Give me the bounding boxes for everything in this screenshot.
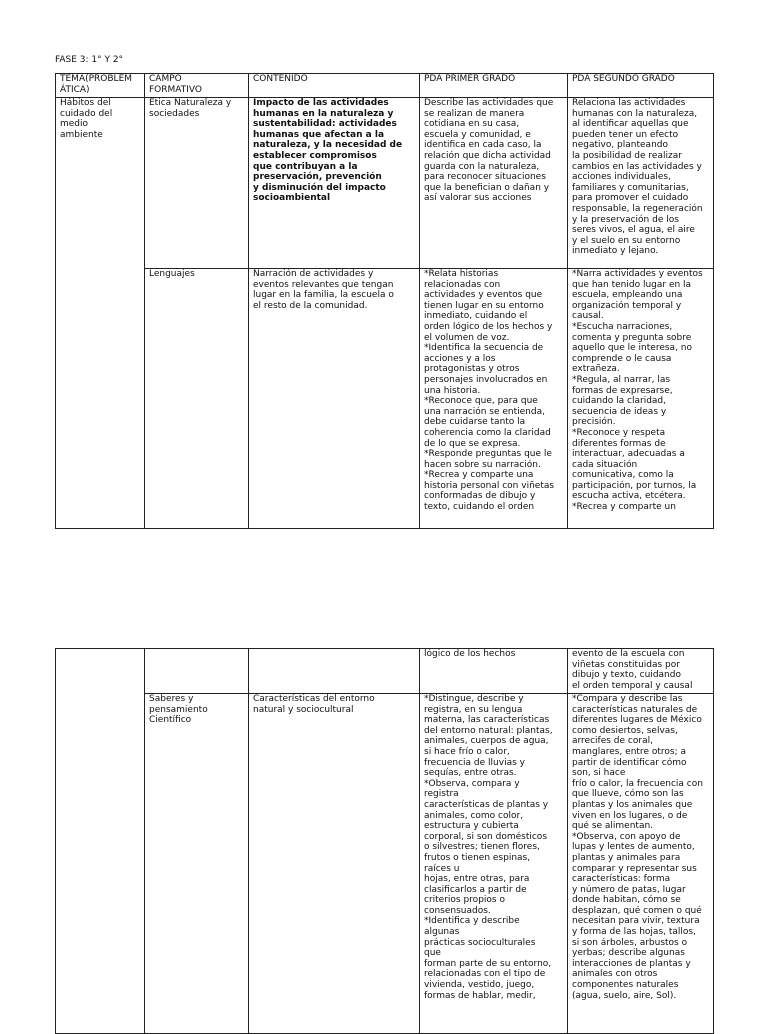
column-header-pda-segundo: PDA SEGUNDO GRADO (568, 74, 714, 98)
column-header-campo: CAMPO FORMATIVO (145, 74, 249, 98)
pda-segundo-cell: Relaciona las actividades humanas con la naturaleza, al identificar aquellas que pueden tener un efecto negativo, planteando la posibilidad de realizar cambios en las actividades y acciones individuales, familiares y comunitarias, para promover el cuidado responsable, la regeneración y la preservación de los seres vivos, el agua, el aire y el suelo en su entorno inmediato y lejano. (568, 98, 714, 269)
table-header-row (56, 74, 714, 98)
campo-cell (145, 649, 249, 694)
column-header-pda-primer: PDA PRIMER GRADO (420, 74, 568, 98)
table-row (56, 269, 714, 529)
table-row (56, 649, 714, 694)
campo-cell: Saberes y pensamiento Científico (145, 694, 249, 1034)
column-header-contenido: CONTENIDO (249, 74, 420, 98)
table-row (56, 98, 714, 269)
pda-primer-cell: lógico de los hechos (420, 649, 568, 694)
pda-primer-cell: *Distingue, describe y registra, en su lengua materna, las características del entorno natural: plantas, animales, cuerpos de agua, si hace frío o calor, frecuencia de lluvias y sequías, entre otras. *Observa, compara y registra características de plantas y animales, como color, estructura y cubierta corporal, si son domésticos o silvestres; tienen flores, frutos o tienen espinas, raíces u hojas, entre otras, para clasificarlos a partir de criterios propios o consensuados. *Identifica y describe algunas prácticas socioculturales que forman parte de su entorno, relacionadas con el tipo de vivienda, vestido, juego, formas de hablar, medir, (420, 694, 568, 1034)
campo-cell: Ética Naturaleza y sociedades (145, 98, 249, 269)
curriculum-table-page-2 (55, 648, 714, 1034)
campo-cell: Lenguajes (145, 269, 249, 529)
pda-segundo-cell: *Compara y describe las características naturales de diferentes lugares de México como desiertos, selvas, arrecifes de coral, manglares, entre otros; a partir de identificar cómo son, si hace frío o calor, la frecuencia con que llueve, cómo son las plantas y los animales que viven en los lugares, o de qué se alimentan. *Observa, con apoyo de lupas y lentes de aumento, plantas y animales para comparar y representar sus características: forma y número de patas, lugar donde habitan, cómo se desplazan, qué comen o qué necesitan para vivir, textura y forma de las hojas, tallos, si son árboles, arbustos o yerbas; describe algunas interacciones de plantas y animales con otros componentes naturales (agua, suelo, aire, Sol). (568, 694, 714, 1034)
contenido-cell (249, 649, 420, 694)
pda-primer-cell: *Relata historias relacionadas con actividades y eventos que tienen lugar en su entorno inmediato, cuidando el orden lógico de los hechos y el volumen de voz. *Identifica la secuencia de acciones y a los protagonistas y otros personajes involucrados en una historia. *Reconoce que, para que una narración se entienda, debe cuidarse tanto la coherencia como la claridad de lo que se expresa. *Responde preguntas que le hacen sobre su narración. *Recrea y comparte una historia personal con viñetas conformadas de dibujo y texto, cuidando el orden (420, 269, 568, 529)
column-header-tema: TEMA(PROBLEM ÁTICA) (56, 74, 145, 98)
pda-primer-cell: Describe las actividades que se realizan de manera cotidiana en su casa, escuela y comunidad, e identifica en cada caso, la relación que dicha actividad guarda con la naturaleza, para reconocer situaciones que la benefician o dañan y así valorar sus acciones (420, 98, 568, 269)
table-row (56, 694, 714, 1034)
contenido-cell: Narración de actividades y eventos relevantes que tengan lugar en la familia, la escuela o el resto de la comunidad. (249, 269, 420, 529)
page-title: FASE 3: 1° Y 2° (55, 55, 124, 65)
pda-segundo-cell: *Narra actividades y eventos que han tenido lugar en la escuela, empleando una organización temporal y causal. *Escucha narraciones, comenta y pregunta sobre aquello que le interesa, no comprende o le causa extrañeza. *Regula, al narrar, las formas de expresarse, cuidando la claridad, secuencia de ideas y precisión. *Reconoce y respeta diferentes formas de interactuar, adecuadas a cada situación comunicativa, como la participación, por turnos, la escucha activa, etcétera. *Recrea y comparte un (568, 269, 714, 529)
contenido-cell: Impacto de las actividades humanas en la naturaleza y sustentabilidad: actividades humanas que afectan a la naturaleza, y la necesidad de establecer compromisos que contribuyan a la preservación, prevención y disminución del impacto socioambiental (249, 98, 420, 269)
contenido-cell: Características del entorno natural y sociocultural (249, 694, 420, 1034)
pda-segundo-cell: evento de la escuela con viñetas constituidas por dibujo y texto, cuidando el orden temporal y causal (568, 649, 714, 694)
tema-cell (56, 649, 145, 1034)
tema-cell: Hábitos del cuidado del medio ambiente (56, 98, 145, 529)
curriculum-table-page-1 (55, 73, 714, 529)
